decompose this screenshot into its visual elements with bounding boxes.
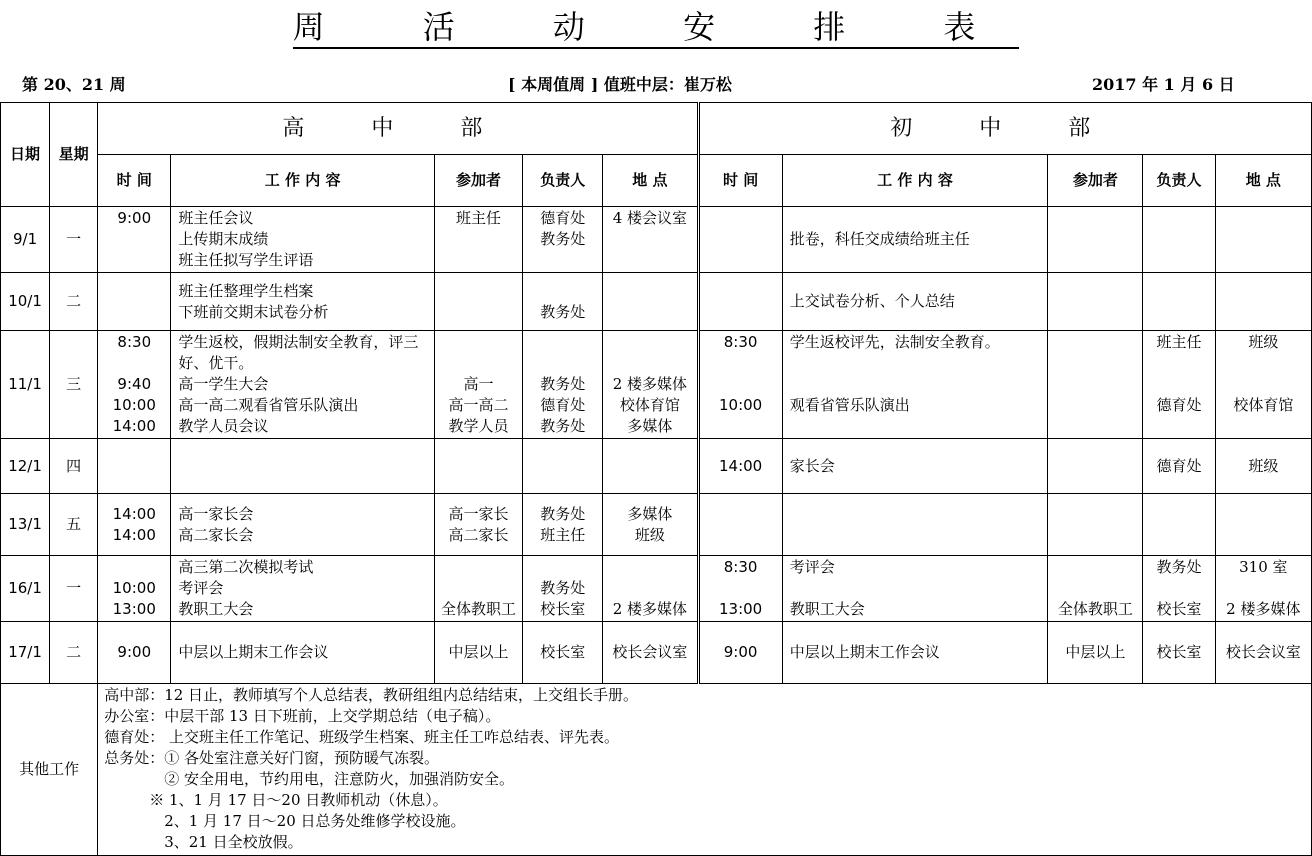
- other-work-line: ② 安全用电，节约用电，注意防火，加强消防安全。: [104, 770, 514, 788]
- senior-time-cell: [98, 331, 171, 439]
- junior-content-line: 中层以上期末工作会议: [789, 643, 940, 661]
- senior-col-content: 工 作 内 容: [171, 155, 435, 207]
- senior-content-cell: [171, 207, 435, 273]
- junior-owner-cell: [1143, 273, 1215, 331]
- senior-time-line: 10:00: [112, 396, 156, 414]
- junior-time-line: [700, 578, 782, 599]
- junior-content-line: 批卷，科任交成绩给班主任: [789, 230, 970, 248]
- senior-owner-line: [523, 456, 602, 477]
- senior-participants-line: [435, 302, 522, 323]
- senior-content-cell: [171, 622, 435, 684]
- senior-owner-line: 教务处: [540, 375, 586, 393]
- junior-place-cell: [1215, 556, 1311, 622]
- senior-owner-cell: [523, 207, 603, 273]
- junior-place-line: 校体育馆: [1233, 396, 1294, 414]
- senior-participants-cell: [434, 273, 522, 331]
- senior-place-line: [603, 302, 696, 323]
- row-weekday: 二: [50, 622, 98, 684]
- senior-place-cell: [603, 439, 698, 494]
- table-row: [1, 331, 1312, 439]
- row-weekday: 五: [50, 494, 98, 556]
- senior-place-cell: [603, 207, 698, 273]
- senior-content-cell: [171, 331, 435, 439]
- senior-place-cell: [603, 622, 698, 684]
- senior-place-cell: [603, 494, 698, 556]
- row-date: 17/1: [1, 622, 50, 684]
- senior-time-cell: [98, 494, 171, 556]
- row-weekday: 三: [50, 331, 98, 439]
- junior-time-line: [700, 291, 782, 312]
- junior-content-line: [790, 514, 1048, 535]
- junior-col-owner: 负责人: [1143, 155, 1215, 207]
- junior-content-line: 家长会: [789, 456, 835, 475]
- junior-owner-line: 校长室: [1156, 600, 1202, 618]
- junior-place-line: [1216, 291, 1311, 312]
- junior-participants-line: [1048, 456, 1142, 477]
- junior-place-line: 班级: [1248, 456, 1279, 475]
- senior-owner-line: 校长室: [540, 643, 586, 661]
- junior-place-line: 校长会议室: [1225, 643, 1301, 661]
- table-row: [1, 273, 1312, 331]
- junior-participants-cell: [1048, 622, 1143, 684]
- senior-participants-line: 中层以上: [448, 643, 509, 661]
- junior-col-time: 时 间: [698, 155, 782, 207]
- junior-time-line: 14:00: [719, 456, 763, 475]
- junior-content-cell: [782, 556, 1048, 622]
- junior-content-line: 学生返校评先，法制安全教育。: [789, 333, 1000, 351]
- senior-place-line: [603, 281, 696, 302]
- junior-time-line: 8:30: [723, 333, 758, 351]
- junior-col-participants: 参加者: [1048, 155, 1143, 207]
- junior-time-cell: [698, 273, 782, 331]
- senior-time-line: [98, 250, 170, 271]
- senior-participants-line: [435, 353, 522, 374]
- junior-place-line: [1216, 229, 1311, 250]
- senior-participants-line: [435, 578, 522, 599]
- junior-time-cell: [698, 494, 782, 556]
- junior-participants-cell: [1048, 556, 1143, 622]
- senior-place-line: 2 楼多媒体: [612, 375, 688, 393]
- senior-col-time: 时 间: [98, 155, 171, 207]
- junior-place-cell: [1215, 494, 1311, 556]
- junior-participants-line: [1048, 374, 1142, 395]
- senior-content-line: [178, 456, 434, 477]
- junior-content-line: 上交试卷分析、个人总结: [789, 292, 955, 310]
- junior-content-line: 考评会: [789, 558, 835, 576]
- senior-owner-line: [523, 332, 602, 353]
- senior-content-line: 教职工大会: [178, 600, 254, 618]
- junior-place-line: [1216, 578, 1311, 599]
- junior-owner-line: [1143, 291, 1214, 312]
- senior-participants-cell: [434, 556, 522, 622]
- junior-place-line: [1216, 514, 1311, 535]
- junior-participants-cell: [1048, 439, 1143, 494]
- senior-content-cell: [171, 556, 435, 622]
- senior-content-line: 班主任会议: [178, 209, 254, 227]
- junior-content-line: [790, 416, 1048, 437]
- senior-time-line: [98, 456, 170, 477]
- senior-time-line: 14:00: [112, 525, 156, 544]
- senior-time-line: 10:00: [112, 579, 156, 597]
- junior-time-line: [700, 514, 782, 535]
- junior-content-line: [790, 374, 1048, 395]
- junior-place-line: 2 楼多媒体: [1226, 600, 1301, 618]
- senior-content-line: 高一家长会: [178, 504, 254, 523]
- junior-owner-line: 德育处: [1156, 456, 1202, 475]
- senior-place-line: [603, 229, 696, 250]
- junior-owner-line: [1143, 578, 1214, 599]
- senior-participants-line: 班主任: [456, 209, 502, 227]
- senior-col-place: 地 点: [603, 155, 698, 207]
- junior-place-cell: [1215, 207, 1311, 273]
- senior-content-line: 学生返校，假期法制安全教育，评三: [178, 333, 419, 351]
- row-weekday: 一: [50, 207, 98, 273]
- senior-owner-line: 校长室: [540, 600, 586, 618]
- junior-place-line: [1216, 353, 1311, 374]
- col-weekday: 星期: [50, 103, 98, 207]
- senior-participants-line: 全体教职工: [441, 600, 517, 618]
- senior-time-line: [98, 281, 170, 302]
- junior-col-content: 工 作 内 容: [782, 155, 1048, 207]
- junior-time-cell: [698, 331, 782, 439]
- junior-owner-line: [1143, 229, 1214, 250]
- junior-content-line: [790, 578, 1048, 599]
- senior-owner-cell: [523, 273, 603, 331]
- senior-participants-cell: [434, 207, 522, 273]
- senior-col-participants: 参加者: [434, 155, 522, 207]
- senior-place-line: 多媒体: [627, 417, 673, 435]
- senior-time-line: 14:00: [112, 417, 156, 435]
- senior-time-line: 9:00: [117, 643, 152, 661]
- week-label: 第 20、21 周: [22, 75, 126, 94]
- junior-time-line: [700, 374, 782, 395]
- junior-participants-line: 中层以上: [1065, 643, 1126, 661]
- schedule-table: [0, 102, 1312, 856]
- senior-owner-cell: [523, 331, 603, 439]
- senior-time-line: 9:00: [117, 209, 152, 227]
- senior-participants-cell: [434, 331, 522, 439]
- row-weekday: 二: [50, 273, 98, 331]
- junior-time-line: 9:00: [723, 643, 758, 661]
- junior-owner-line: [1143, 353, 1214, 374]
- senior-owner-cell: [523, 439, 603, 494]
- senior-place-cell: [603, 331, 698, 439]
- senior-place-line: 多媒体: [627, 504, 673, 523]
- other-work-line: 高中部：12 日止，教师填写个人总结表，教研组组内总结结束，上交组长手册。: [104, 686, 639, 704]
- senior-time-line: [98, 557, 170, 578]
- junior-owner-line: 德育处: [1156, 396, 1202, 414]
- senior-place-line: [603, 332, 696, 353]
- senior-owner-line: [523, 353, 602, 374]
- senior-content-cell: [171, 273, 435, 331]
- senior-content-line: 下班前交期末试卷分析: [178, 302, 329, 321]
- senior-participants-cell: [434, 622, 522, 684]
- junior-content-cell: [782, 494, 1048, 556]
- other-work-line: 2、1 月 17 日～20 日总务处维修学校设施。: [104, 812, 466, 830]
- senior-participants-line: [435, 281, 522, 302]
- junior-place-line: [1216, 374, 1311, 395]
- senior-content-line: 中层以上期末工作会议: [178, 643, 329, 661]
- senior-participants-cell: [434, 439, 522, 494]
- junior-participants-line: 全体教职工: [1057, 600, 1133, 618]
- junior-time-cell: [698, 622, 782, 684]
- date-label: 2017 年 1 月 6 日: [1092, 75, 1235, 94]
- junior-content-cell: [782, 273, 1048, 331]
- junior-owner-line: 班主任: [1156, 333, 1202, 351]
- junior-owner-line: [1143, 514, 1214, 535]
- senior-place-line: [603, 557, 696, 578]
- senior-content-line: 班主任整理学生档案: [178, 281, 314, 300]
- junior-owner-line: [1143, 374, 1214, 395]
- senior-owner-line: 教务处: [540, 302, 586, 321]
- other-work-line: 3、21 日全校放假。: [104, 833, 303, 851]
- senior-place-line: [603, 250, 696, 271]
- junior-content-cell: [782, 207, 1048, 273]
- senior-time-line: 14:00: [112, 504, 156, 523]
- senior-content-line: 高二家长会: [178, 525, 254, 544]
- row-date: 11/1: [1, 331, 50, 439]
- senior-owner-cell: [523, 494, 603, 556]
- junior-owner-cell: [1143, 207, 1215, 273]
- junior-content-cell: [782, 439, 1048, 494]
- junior-owner-cell: [1143, 622, 1215, 684]
- junior-owner-cell: [1143, 494, 1215, 556]
- junior-owner-line: 校长室: [1156, 643, 1202, 661]
- senior-content-line: 上传期末成绩: [178, 230, 269, 248]
- senior-time-line: 9:40: [117, 375, 152, 393]
- senior-col-owner: 负责人: [523, 155, 603, 207]
- senior-time-cell: [98, 556, 171, 622]
- senior-owner-line: 教务处: [540, 230, 586, 248]
- junior-time-cell: [698, 556, 782, 622]
- table-row: [1, 622, 1312, 684]
- junior-place-cell: [1215, 439, 1311, 494]
- senior-participants-line: 高一家长: [448, 504, 509, 523]
- table-row: [1, 439, 1312, 494]
- junior-owner-line: 教务处: [1156, 558, 1202, 576]
- senior-participants-line: [435, 332, 522, 353]
- junior-time-line: [700, 416, 782, 437]
- senior-owner-line: 德育处: [540, 396, 586, 414]
- junior-place-line: 310 室: [1239, 558, 1288, 576]
- junior-participants-line: [1048, 353, 1142, 374]
- senior-place-line: 班级: [634, 525, 665, 544]
- senior-participants-line: [435, 557, 522, 578]
- junior-participants-line: [1048, 229, 1142, 250]
- row-weekday: 一: [50, 556, 98, 622]
- row-date: 10/1: [1, 273, 50, 331]
- senior-participants-line: [435, 250, 522, 271]
- other-work-line: ※ 1、1 月 17 日～20 日教师机动（休息）。: [104, 791, 448, 809]
- row-weekday: 四: [50, 439, 98, 494]
- junior-time-cell: [698, 207, 782, 273]
- row-date: 13/1: [1, 494, 50, 556]
- table-row: [1, 556, 1312, 622]
- junior-owner-cell: [1143, 556, 1215, 622]
- senior-owner-cell: [523, 556, 603, 622]
- col-date: 日期: [1, 103, 50, 207]
- junior-time-line: 13:00: [719, 600, 763, 618]
- row-date: 16/1: [1, 556, 50, 622]
- junior-participants-cell: [1048, 494, 1143, 556]
- junior-participants-line: [1048, 291, 1142, 312]
- senior-participants-line: [435, 229, 522, 250]
- senior-participants-line: 教学人员: [448, 417, 509, 435]
- senior-owner-line: 班主任: [540, 525, 586, 544]
- senior-time-cell: [98, 207, 171, 273]
- junior-content-cell: [782, 622, 1048, 684]
- junior-time-line: 8:30: [723, 558, 758, 576]
- junior-participants-line: [1048, 395, 1142, 416]
- senior-content-line: 高一学生大会: [178, 375, 269, 393]
- senior-content-line: 班主任拟写学生评语: [178, 251, 314, 269]
- senior-owner-line: [523, 250, 602, 271]
- junior-owner-cell: [1143, 439, 1215, 494]
- junior-time-line: 10:00: [719, 396, 763, 414]
- senior-content-cell: [171, 439, 435, 494]
- duty-label: [ 本周值周 ] 值班中层：崔万松: [508, 75, 732, 94]
- senior-place-line: [603, 456, 696, 477]
- senior-content-line: 好、优干。: [178, 354, 254, 372]
- junior-participants-cell: [1048, 331, 1143, 439]
- senior-place-line: 校体育馆: [619, 396, 680, 414]
- junior-place-cell: [1215, 273, 1311, 331]
- junior-place-line: 班级: [1248, 333, 1279, 351]
- senior-participants-cell: [434, 494, 522, 556]
- other-work-line: 办公室：中层干部 13 日下班前，上交学期总结（电子稿）。: [104, 707, 501, 725]
- junior-time-line: [700, 229, 782, 250]
- other-work-line: 德育处： 上交班主任工作笔记、班级学生档案、班主任工咋总结表、评先表。: [104, 728, 619, 746]
- senior-participants-line: 高二家长: [448, 525, 509, 544]
- senior-time-line: 8:30: [117, 333, 152, 351]
- senior-place-line: [603, 578, 696, 599]
- senior-place-line: 2 楼多媒体: [612, 600, 688, 618]
- junior-time-cell: [698, 439, 782, 494]
- other-work-line: 总务处：① 各处室注意关好门窗，预防暖气冻裂。: [104, 749, 439, 767]
- senior-content-line: 教学人员会议: [178, 417, 269, 435]
- senior-time-line: [98, 229, 170, 250]
- senior-place-cell: [603, 273, 698, 331]
- senior-participants-line: [435, 456, 522, 477]
- junior-participants-cell: [1048, 207, 1143, 273]
- senior-time-line: 13:00: [112, 600, 156, 618]
- junior-col-place: 地 点: [1215, 155, 1311, 207]
- table-row: [1, 207, 1312, 273]
- junior-participants-line: [1048, 514, 1142, 535]
- table-row: [1, 494, 1312, 556]
- junior-owner-line: [1143, 416, 1214, 437]
- senior-time-cell: [98, 439, 171, 494]
- senior-owner-line: 德育处: [540, 209, 586, 227]
- senior-owner-cell: [523, 622, 603, 684]
- junior-place-cell: [1215, 331, 1311, 439]
- senior-content-line: 考评会: [178, 579, 224, 597]
- senior-content-line: 高一高二观看省管乐队演出: [178, 396, 359, 414]
- senior-time-cell: [98, 622, 171, 684]
- junior-participants-line: [1048, 557, 1142, 578]
- page-title: 周 活 动 安 排 表: [0, 2, 1312, 48]
- junior-time-line: [700, 353, 782, 374]
- row-date: 9/1: [1, 207, 50, 273]
- other-work-label: 其他工作: [1, 684, 98, 856]
- senior-participants-line: 高一: [463, 375, 494, 393]
- senior-time-line: [98, 353, 170, 374]
- junior-content-line: [790, 353, 1048, 374]
- senior-owner-line: [523, 281, 602, 302]
- row-date: 12/1: [1, 439, 50, 494]
- senior-place-line: 4 楼会议室: [612, 209, 688, 227]
- junior-participants-line: [1048, 578, 1142, 599]
- senior-owner-line: 教务处: [540, 504, 586, 523]
- senior-owner-line: 教务处: [540, 579, 586, 597]
- other-work-content: [98, 684, 1312, 856]
- senior-place-line: [603, 353, 696, 374]
- senior-place-line: 校长会议室: [612, 643, 688, 661]
- senior-participants-line: 高一高二: [448, 396, 509, 414]
- junior-participants-line: [1048, 332, 1142, 353]
- senior-owner-line: [523, 557, 602, 578]
- senior-section-header: 高 中 部: [98, 103, 698, 155]
- junior-place-line: [1216, 416, 1311, 437]
- senior-time-line: [98, 302, 170, 323]
- senior-owner-line: 教务处: [540, 417, 586, 435]
- junior-place-cell: [1215, 622, 1311, 684]
- junior-content-cell: [782, 331, 1048, 439]
- senior-time-cell: [98, 273, 171, 331]
- senior-content-cell: [171, 494, 435, 556]
- junior-content-line: 观看省管乐队演出: [789, 396, 910, 414]
- junior-participants-line: [1048, 416, 1142, 437]
- senior-place-cell: [603, 556, 698, 622]
- junior-section-header: 初 中 部: [698, 103, 1311, 155]
- junior-content-line: 教职工大会: [789, 600, 865, 618]
- junior-owner-cell: [1143, 331, 1215, 439]
- junior-participants-cell: [1048, 273, 1143, 331]
- senior-content-line: 高三第二次模拟考试: [178, 558, 314, 576]
